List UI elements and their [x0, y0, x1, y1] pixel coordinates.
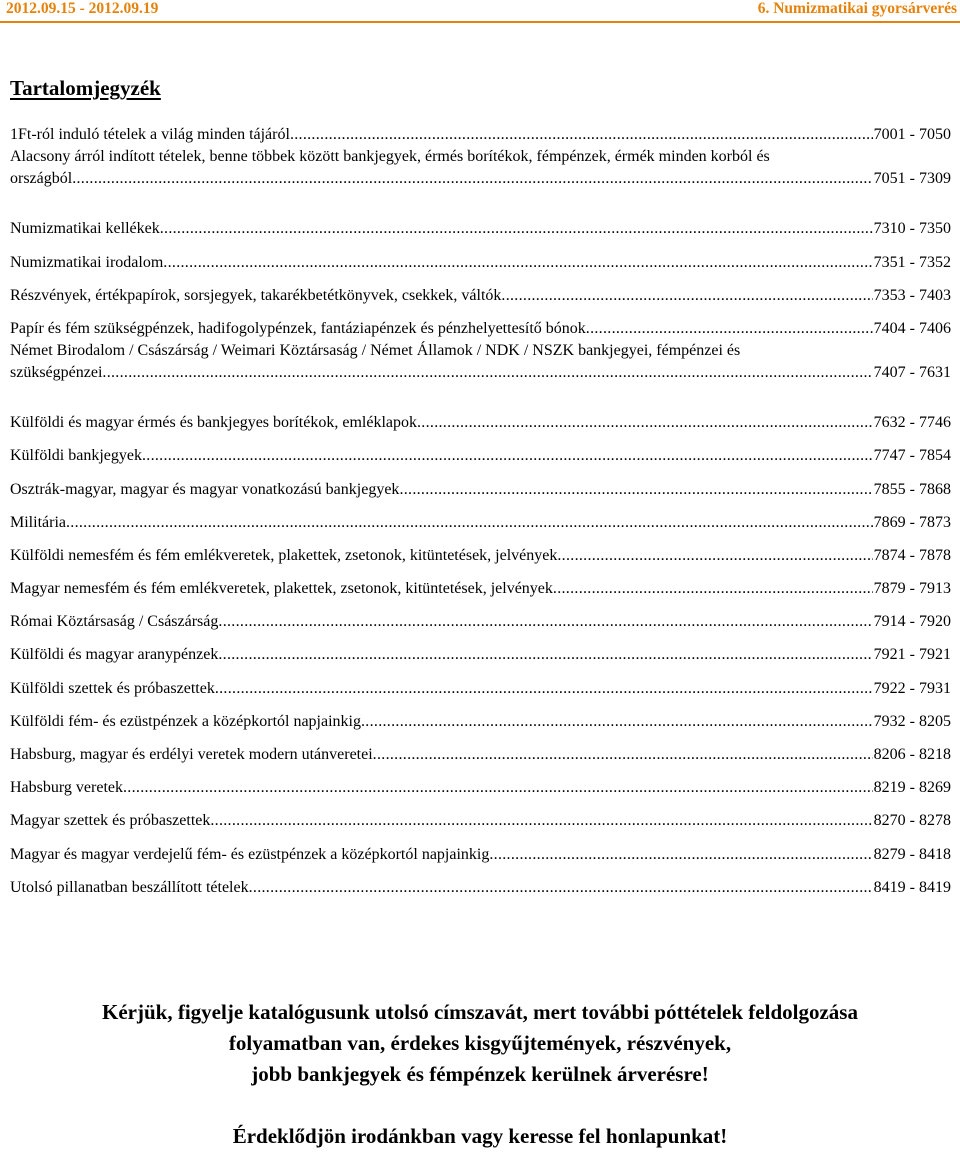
- toc-entry[interactable]: [10, 434, 951, 467]
- toc-leader: [66, 512, 873, 534]
- toc-entry-pages: 7747 - 7854: [873, 447, 951, 465]
- toc-leader: [160, 218, 873, 240]
- toc-entry-title: Numizmatikai irodalom: [10, 253, 164, 271]
- header-divider: [0, 21, 960, 23]
- toc-entry-title: országból: [10, 170, 73, 188]
- toc-entry-pages: 7001 - 7050: [873, 126, 951, 144]
- toc-leader: [373, 744, 873, 766]
- toc-entry[interactable]: [10, 866, 951, 899]
- toc-entry-pages: 7353 - 7403: [873, 286, 951, 304]
- toc-entry[interactable]: [10, 666, 951, 699]
- toc-entry-title: Papír és fém szükségpénzek, hadifogolypénzek, fantáziapénzek és pénzhelyettesítő bónok: [10, 319, 586, 337]
- notice-line: Kérjük, figyelje katalógusunk utolsó címszavát, mert további póttételek feldolgozása: [102, 1000, 858, 1024]
- toc-entry-title: Magyar nemesfém és fém emlékveretek, plakettek, zsetonok, kitüntetések, jelvények: [10, 580, 553, 598]
- toc-leader: [249, 877, 873, 899]
- toc-heading: Tartalomjegyzék: [10, 76, 161, 100]
- table-of-contents: [10, 113, 951, 899]
- toc-entry[interactable]: [10, 340, 951, 401]
- toc-leader: [210, 810, 872, 832]
- toc-entry-pages: 7921 - 7921: [873, 646, 951, 664]
- notice-line: folyamatban van, érdekes kisgyűjtemények, részvények,: [228, 1031, 732, 1055]
- toc-entry[interactable]: [10, 240, 951, 273]
- toc-entry-pages: 8419 - 8419: [873, 878, 951, 896]
- toc-entry-pages: 8219 - 8269: [873, 779, 951, 797]
- toc-entry[interactable]: [10, 733, 951, 766]
- contact-notice: Érdeklődjön irodánkban vagy keresse fel honlapunkat!: [232, 1124, 728, 1148]
- page-header: [0, 0, 960, 22]
- toc-entry-pages: 8206 - 8218: [873, 746, 951, 763]
- toc-entry-title: Külföldi és magyar érmés és bankjegyes borítékok, emléklapok: [10, 414, 417, 432]
- toc-leader: [218, 611, 872, 633]
- toc-entry[interactable]: [10, 307, 951, 340]
- toc-entry[interactable]: [10, 799, 951, 832]
- toc-leader: [102, 362, 872, 384]
- toc-leader: [290, 124, 873, 146]
- toc-leader: [215, 678, 873, 700]
- toc-entry-title: Külföldi fém- és ezüstpénzek a középkortól napjainkig: [10, 712, 361, 730]
- toc-entry-title: Habsburg veretek: [10, 779, 123, 797]
- toc-entry-pages: 7632 - 7746: [873, 414, 951, 432]
- toc-leader: [501, 285, 872, 307]
- toc-entry-title: Külföldi és magyar aranypénzek: [10, 646, 219, 664]
- toc-entry-title: Külföldi bankjegyek: [10, 447, 142, 465]
- toc-leader: [218, 644, 872, 666]
- auction-title: 6. Numizmatikai gyorsárverés: [757, 0, 957, 17]
- toc-entry[interactable]: [10, 501, 951, 534]
- toc-entry-pages: 8270 - 8278: [873, 812, 951, 830]
- toc-entry-title: Osztrák-magyar, magyar és magyar vonatkozású bankjegyek: [10, 480, 400, 498]
- toc-entry-pages: 7879 - 7913: [873, 580, 951, 598]
- toc-leader: [163, 252, 872, 274]
- toc-entry[interactable]: [10, 207, 951, 240]
- toc-entry-pages: 7932 - 8205: [873, 712, 951, 730]
- toc-entry-title: Részvények, értékpapírok, sorsjegyek, takarékbetétkönyvek, csekkek, váltók: [10, 286, 502, 304]
- notice-line: jobb bankjegyek és fémpénzek kerülnek árverésre!: [251, 1062, 709, 1086]
- toc-entry[interactable]: [10, 832, 951, 865]
- toc-entry-title: Római Köztársaság / Császárság: [10, 613, 219, 631]
- toc-leader: [417, 412, 873, 434]
- toc-entry-pages: 7869 - 7873: [873, 513, 951, 531]
- toc-entry-title: szükségpénzei: [10, 363, 103, 381]
- toc-entry-title: Habsburg, magyar és erdélyi veretek modern utánveretei: [10, 746, 373, 763]
- toc-entry[interactable]: [10, 401, 951, 434]
- toc-leader: [142, 445, 873, 467]
- toc-entry-title: Utolsó pillanatban beszállított tételek: [10, 878, 249, 896]
- toc-entry[interactable]: [10, 146, 951, 207]
- date-range: 2012.09.15 - 2012.09.19: [6, 0, 159, 17]
- toc-leader: [557, 545, 872, 567]
- toc-entry-title-line1: Német Birodalom / Császárság / Weimari Köztársaság / Német Államok / NDK / NSZK bankjegyei, fémpénzei és: [10, 341, 741, 359]
- toc-leader: [123, 777, 873, 799]
- toc-leader: [489, 844, 872, 866]
- toc-entry-title: Külföldi szettek és próbaszettek: [10, 679, 215, 697]
- toc-entry-pages: 7404 - 7406: [873, 319, 951, 337]
- notice-paragraph: [0, 997, 960, 1090]
- toc-entry-title: 1Ft-ról induló tételek a világ minden tájáról: [10, 126, 290, 144]
- toc-entry-pages: 7914 - 7920: [873, 613, 951, 631]
- toc-leader: [72, 168, 872, 190]
- toc-leader: [361, 711, 873, 733]
- toc-entry-title: Magyar szettek és próbaszettek: [10, 812, 211, 830]
- toc-entry-pages: 7874 - 7878: [873, 546, 951, 564]
- toc-entry[interactable]: [10, 467, 951, 500]
- toc-entry-title-line1: Alacsony árról indított tételek, benne többek között bankjegyek, érmés borítékok, fémpénzek, érmék minden korból és: [10, 148, 770, 166]
- toc-entry-pages: 7310 - 7350: [873, 220, 951, 238]
- toc-entry[interactable]: [10, 600, 951, 633]
- toc-leader: [399, 479, 872, 501]
- toc-entry-pages: 8279 - 8418: [873, 845, 951, 863]
- toc-entry-pages: 7407 - 7631: [873, 363, 951, 381]
- toc-entry[interactable]: [10, 766, 951, 799]
- toc-entry-title: Numizmatikai kellékek: [10, 220, 160, 238]
- toc-entry[interactable]: [10, 567, 951, 600]
- toc-entry-title: Magyar és magyar verdejelű fém- és ezüstpénzek a középkortól napjainkig: [10, 845, 490, 863]
- toc-entry-pages: 7855 - 7868: [873, 480, 951, 498]
- toc-leader: [586, 318, 873, 340]
- toc-entry-title: Militária: [10, 513, 66, 531]
- toc-entry-pages: 7051 - 7309: [873, 170, 951, 188]
- toc-entry-pages: 7351 - 7352: [873, 253, 951, 271]
- toc-entry[interactable]: [10, 534, 951, 567]
- toc-entry[interactable]: [10, 274, 951, 307]
- toc-entry[interactable]: [10, 633, 951, 666]
- toc-entry-pages: 7922 - 7931: [873, 679, 951, 697]
- toc-entry[interactable]: [10, 700, 951, 733]
- toc-leader: [553, 578, 873, 600]
- toc-entry-title: Külföldi nemesfém és fém emlékveretek, plakettek, zsetonok, kitüntetések, jelvények: [10, 546, 558, 564]
- toc-entry[interactable]: [10, 113, 951, 146]
